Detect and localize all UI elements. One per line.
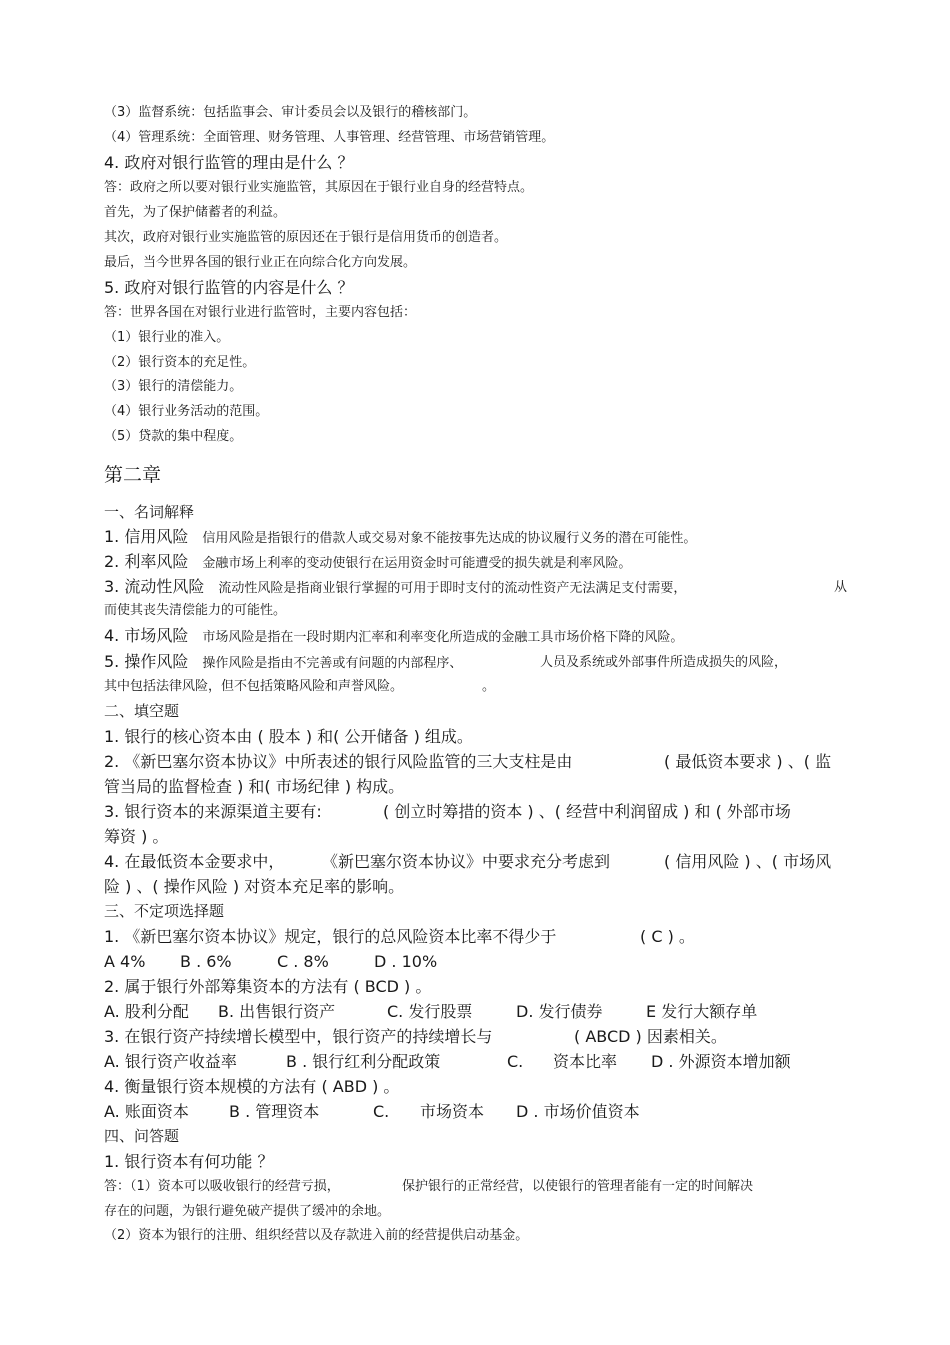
answer-1-part-2: 保护银行的正常经营，以使银行的管理者能有一定的时间解决: [402, 1179, 754, 1194]
answer-1-item-2: （2）资本为银行的注册、组织经营以及存款进入前的经营提供启动基金。: [104, 1228, 529, 1243]
choice-2-option-e: E 发行大额存单: [646, 1002, 758, 1021]
fill-1: 1. 银行的核心资本由 ( 股本 ) 和( 公开储备 ) 组成。: [104, 727, 473, 746]
choice-1-option-a: A 4%: [104, 952, 146, 971]
choice-1-option-c: C . 8%: [277, 952, 329, 971]
term-5-trailing-mark: 。: [482, 679, 496, 694]
choice-4-option-c-text: 市场资本: [420, 1102, 485, 1121]
section-4-title: 四、问答题: [104, 1127, 180, 1145]
question-4-last: 最后，当今世界各国的银行业正在向综合化方向发展。: [104, 255, 417, 270]
term-4-row: [104, 628, 683, 644]
fill-4-part-1: 4. 在最低资本金要求中，: [104, 852, 285, 871]
question-5-item-2: （2）银行资本的充足性。: [104, 355, 256, 370]
term-3-definition: 流动性风险是指商业银行掌握的可用于即时支付的流动性资产无法满足支付需要，: [218, 581, 687, 596]
term-5-definition-continued: 其中包括法律风险，但不包括策略风险和声誉风险。: [104, 679, 404, 694]
term-5-row: [104, 654, 462, 670]
section-2-title: 二、填空题: [104, 702, 180, 720]
fill-4-part-2: 《新巴塞尔资本协议》中要求充分考虑到: [322, 852, 611, 871]
choice-3-option-b: B . 银行红利分配政策: [286, 1052, 441, 1071]
choice-2-option-d: D. 发行债券: [516, 1002, 603, 1021]
choice-1-answer: ( C ) 。: [640, 927, 695, 946]
term-5-definition-part-2: 人员及系统或外部事件所造成损失的风险，: [540, 655, 788, 670]
fill-4-part-3: ( 信用风险 ) 、( 市场风: [664, 852, 832, 871]
choice-1-option-b: B . 6%: [180, 952, 232, 971]
question-5-answer: 答：世界各国在对银行业进行监管时，主要内容包括：: [104, 305, 417, 320]
answer-1-part-3: 存在的问题，为银行避免破产提供了缓冲的余地。: [104, 1204, 391, 1219]
fill-2-part-3: 管当局的监督检查 ) 和( 市场纪律 ) 构成。: [104, 777, 405, 796]
choice-1-question: 1. 《新巴塞尔资本协议》规定，银行的总风险资本比率不得少于: [104, 927, 557, 946]
question-4-first: 首先，为了保护储蓄者的利益。: [104, 205, 287, 220]
term-2-row: [104, 554, 631, 570]
fill-3-part-1: 3. 银行资本的来源渠道主要有:: [104, 802, 322, 821]
question-4-second: 其次，政府对银行业实施监管的原因还在于银行是信用货币的创造者。: [104, 230, 508, 245]
choice-4-option-c-letter: C.: [373, 1102, 390, 1121]
term-3-row: [104, 579, 686, 595]
choice-4-option-b: B . 管理资本: [229, 1102, 320, 1121]
section-3-title: 三、不定项选择题: [104, 902, 225, 920]
choice-3-option-c-text: 资本比率: [553, 1052, 618, 1071]
choice-3-question: 3. 在银行资产持续增长模型中，银行资产的持续增长与: [104, 1027, 493, 1046]
choice-4-option-d: D . 市场价值资本: [516, 1102, 640, 1121]
term-5-name: 5. 操作风险: [104, 652, 189, 671]
choice-3-answer: ( ABCD ) 因素相关。: [574, 1027, 727, 1046]
section-1-title: 一、名词解释: [104, 503, 195, 521]
term-4-name: 4. 市场风险: [104, 626, 189, 645]
term-1-row: [104, 529, 696, 545]
answer-1-question: 1. 银行资本有何功能 ？: [104, 1152, 274, 1171]
fill-2-part-2: ( 最低资本要求 ) 、( 监: [664, 752, 832, 771]
choice-3-option-c-letter: C.: [507, 1052, 524, 1071]
fill-4-part-4: 险 ) 、( 操作风险 ) 对资本充足率的影响。: [104, 877, 405, 896]
term-2-definition: 金融市场上利率的变动使银行在运用资金时可能遭受的损失就是利率风险。: [202, 556, 632, 571]
question-5-title: 5. 政府对银行监管的内容是什么 ？: [104, 278, 354, 297]
question-5-item-1: （1）银行业的准入。: [104, 330, 230, 345]
choice-3-option-d: D . 外源资本增加额: [651, 1052, 791, 1071]
choice-2-option-a: A. 股利分配: [104, 1002, 189, 1021]
choice-1-option-d: D . 10%: [374, 952, 438, 971]
choice-2-option-c: C. 发行股票: [387, 1002, 473, 1021]
term-2-name: 2. 利率风险: [104, 552, 189, 571]
management-system-line: （4）管理系统：全面管理、财务管理、人事管理、经营管理、市场营销管理。: [104, 130, 555, 145]
question-5-item-3: （3）银行的清偿能力。: [104, 379, 243, 394]
term-5-definition-part-1: 操作风险是指由不完善或有问题的内部程序、: [202, 656, 463, 671]
choice-4-option-a: A. 账面资本: [104, 1102, 189, 1121]
term-4-definition: 市场风险是指在一段时期内汇率和利率变化所造成的金融工具市场价格下降的风险。: [202, 630, 684, 645]
fill-3-part-2: ( 创立时筹措的资本 ) 、( 经营中利润留成 ) 和 ( 外部市场: [383, 802, 791, 821]
term-1-definition: 信用风险是指银行的借款人或交易对象不能按事先达成的协议履行义务的潜在可能性。: [202, 531, 697, 546]
term-3-name: 3. 流动性风险: [104, 577, 205, 596]
choice-2-question: 2. 属于银行外部筹集资本的方法有 ( BCD ) 。: [104, 977, 432, 996]
fill-3-part-3: 筹资 ) 。: [104, 827, 169, 846]
supervision-system-line: （3）监督系统：包括监事会、审计委员会以及银行的稽核部门。: [104, 105, 477, 120]
choice-3-option-a: A. 银行资产收益率: [104, 1052, 237, 1071]
question-4-title: 4. 政府对银行监管的理由是什么 ？: [104, 153, 354, 172]
question-5-item-5: （5）贷款的集中程度。: [104, 429, 243, 444]
question-4-answer: 答：政府之所以要对银行业实施监管，其原因在于银行业自身的经营特点。: [104, 180, 534, 195]
chapter-heading: 第二章: [104, 464, 162, 486]
term-1-name: 1. 信用风险: [104, 527, 189, 546]
question-5-item-4: （4）银行业务活动的范围。: [104, 404, 269, 419]
answer-1-part-1: 答：（1）资本可以吸收银行的经营亏损，: [104, 1179, 340, 1194]
term-3-definition-end: 从: [834, 580, 848, 595]
term-3-definition-continued: 而使其丧失清偿能力的可能性。: [104, 603, 287, 618]
choice-4-question: 4. 衡量银行资本规模的方法有 ( ABD ) 。: [104, 1077, 400, 1096]
fill-2-part-1: 2. 《新巴塞尔资本协议》中所表述的银行风险监管的三大支柱是由: [104, 752, 573, 771]
choice-2-option-b: B. 出售银行资产: [218, 1002, 336, 1021]
